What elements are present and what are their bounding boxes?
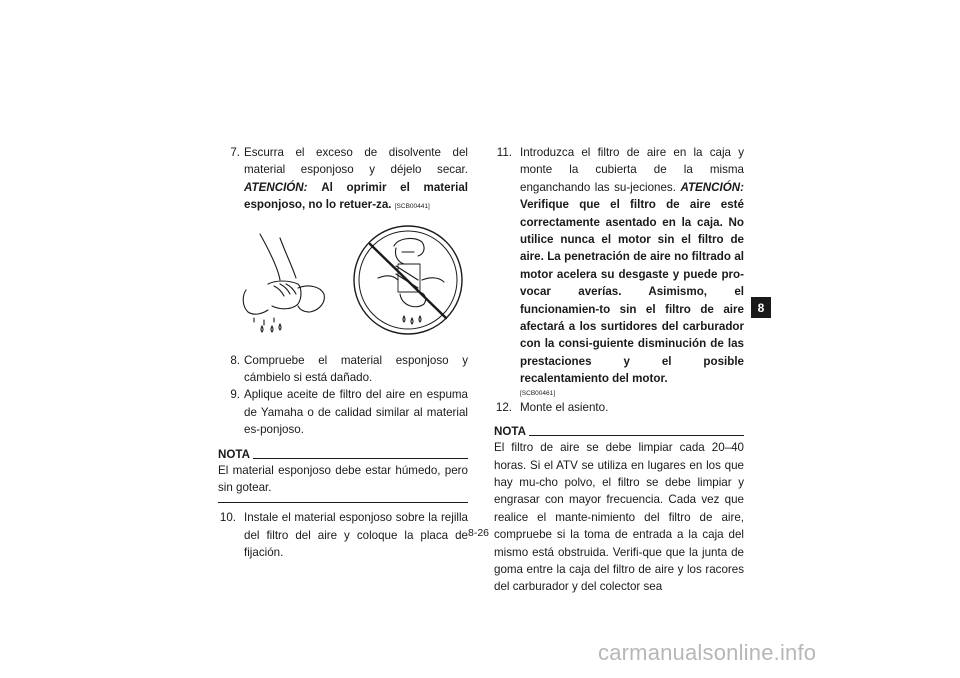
- watermark: carmanualsonline.info: [598, 640, 817, 665]
- page-number: 8-26: [468, 527, 490, 539]
- reference-code: [SCB00461]: [520, 389, 556, 397]
- step-text: Escurra el exceso de disolvente del material esponjoso y déjelo secar.: [244, 146, 468, 177]
- reference-code: [SCB00441]: [394, 203, 430, 211]
- nota-header: [218, 448, 468, 462]
- step-number: 8.: [230, 353, 240, 367]
- nota-rule: [253, 458, 468, 459]
- nota-end-rule: [218, 502, 468, 503]
- step-7: [218, 144, 468, 216]
- step-text: Instale el material esponjoso sobre la rejilla del filtro del aire y coloque la placa de fijación.: [244, 511, 468, 560]
- nota-rule: [529, 435, 744, 436]
- hands-squeezing-sponge-icon: [218, 222, 468, 344]
- step-text: Monte el asiento.: [520, 400, 609, 414]
- nota-text: El material esponjoso debe estar húmedo, pero sin gotear.: [218, 463, 468, 495]
- sponge-illustration: [218, 222, 468, 344]
- step-text: Aplique aceite de filtro del aire en espuma de Yamaha o de calidad similar al material es-ponjoso.: [244, 388, 468, 437]
- step-9: [218, 386, 468, 438]
- step-number: 11.: [496, 146, 512, 159]
- left-column: [218, 144, 468, 562]
- step-number: 12.: [495, 400, 512, 414]
- step-number: 10.: [219, 511, 236, 525]
- step-10: [218, 509, 468, 561]
- step-text: Introduzca el filtro de aire en la caja y monte la cubierta de la misma enganchando las su-jeciones.: [520, 146, 744, 194]
- warning-label: ATENCIÓN:: [680, 180, 744, 194]
- step-12: [494, 399, 744, 416]
- step-11: [494, 144, 744, 388]
- right-column: [494, 144, 744, 596]
- nota-header: [494, 425, 744, 439]
- warning-text: Al oprimir el material esponjoso, no lo retuer-za.: [244, 180, 468, 212]
- step-number: 7.: [230, 146, 240, 159]
- warning-text: Verifique que el filtro de aire esté correctamente asentado en la caja. No utilice nunca el motor sin el filtro de aire. La penetración de aire no filtrado al motor acelera su desgaste y puede pro-vocar averías. Asimismo, el funcionamien-to sin el filtro de aire afectará a los surtidores del carburador con la consi-guiente disminución de las prestaciones y el posible recalentamiento del motor.: [520, 198, 744, 386]
- step-number: 9.: [230, 388, 240, 402]
- chapter-tab: 8: [751, 297, 771, 318]
- warning-label: ATENCIÓN:: [244, 180, 308, 194]
- step-text: Compruebe el material esponjoso y cámbielo si está dañado.: [244, 353, 468, 385]
- nota-label: NOTA: [494, 425, 526, 439]
- nota-label: NOTA: [218, 447, 250, 461]
- nota-text: El filtro de aire se debe limpiar cada 20–40 horas. Si el ATV se utiliza en lugares en los que hay mu-cho polvo, el filtro se debe limpiar y engrasar con mayor frecuencia. Cada vez que realice el mante-nimiento del filtro de aire, compruebe si la toma de entrada a la caja del mismo está obstruida. Verifi-que que la junta de goma entre la caja del filtro de aire y los racores del carburador y del colector sea: [494, 441, 744, 594]
- step-8: [218, 352, 468, 387]
